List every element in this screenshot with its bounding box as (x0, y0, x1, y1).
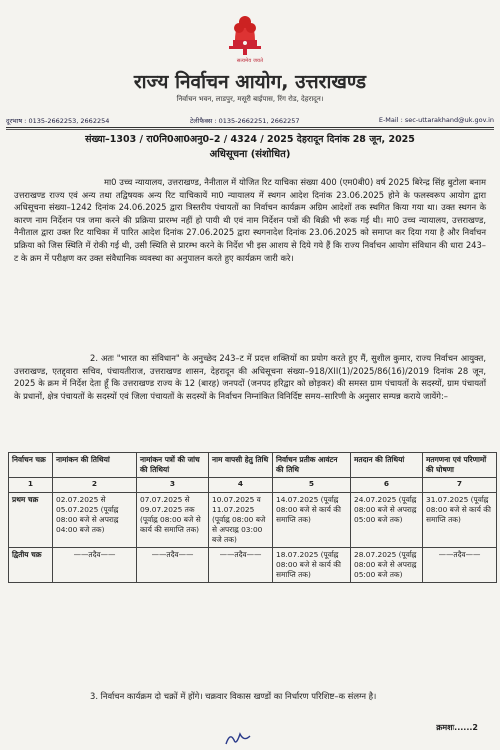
table-header-cell: निर्वाचन प्रतीक आवंटन की तिथि (273, 453, 351, 478)
header-divider-thin (6, 129, 494, 130)
table-header-cell: नामांकन की तिथियां (53, 453, 137, 478)
table-header-cell: मतगणना एवं परिणामों की घोषणा (423, 453, 497, 478)
emblem-caption: सत्यमेव जयते (236, 58, 264, 64)
table-cell: 07.07.2025 से 09.07.2025 तक (पूर्वाह्न 08:00 बजे से कार्य की समाप्ति तक) (137, 493, 209, 548)
email-address[interactable]: E-Mail : sec-uttarakhand@uk.gov.in (378, 116, 494, 124)
contact-line (6, 116, 494, 126)
column-number: 6 (351, 478, 423, 493)
signature-mark (220, 728, 260, 748)
header-divider (6, 127, 494, 128)
phone-numbers: दूरभाष : 0135-2662253, 2662254 (6, 117, 110, 125)
continued-marker: क्रमशः......2 (436, 723, 478, 732)
column-number: 4 (209, 478, 273, 493)
column-number: 5 (273, 478, 351, 493)
organization-name: राज्य निर्वाचन आयोग, उत्तराखण्ड (133, 71, 367, 93)
table-row (9, 493, 497, 548)
table-header-cell: नाम वापसी हेतु तिथि (209, 453, 273, 478)
ashoka-emblem-icon (219, 6, 271, 62)
paragraph-1: मा0 उच्च न्यायालय, उत्तराखण्ड, नैनीताल में योजित रिट याचिका संख्या 400 (एम0बी0) वर्ष 2025 बिरेन्द्र सिंह बुटोला बनाम उत्तराखण्ड राज्य एवं अन्य तथा तद्विषयक अन्य रिट याचिकायें मा0 न्यायालय में स्थगन आदेश दिनांक 23.06.2025 होने के फलस्वरूप आयोग द्वारा अधिसूचना संख्या–1242 दिनांक 24.06.2025 द्वारा त्रिस्तरीय पंचायतों का निर्वाचन कार्यक्रम अग्रिम आदेशों तक स्थगित किया गया था। उक्त स्थगन के कारण नाम निर्देशन पत्र जमा करने की प्रक्रिया प्रारम्भ नहीं हो पायी थी एवं नाम निर्देशन पत्रों की बिक्री भी रूक गई थी। मा0 उच्च न्यायालय, उत्तराखण्ड, नैनीताल द्वारा उक्त रिट याचिका में पारित आदेश दिनांक 27.06.2025 द्वारा स्थगनादेश दिनांक 23.06.2025 को समाप्त कर दिया गया है और निर्वाचन प्रक्रिया को जिस स्थिति में रोकी गई थी, उसी स्थिति से प्रारम्भ करने के निर्देश भी इस आशय से दिये गये हैं कि राज्य निर्वाचन आयोग संविधान की धारा 243–ट के क्रम में परीक्षण कर उक्त संवैधानिक व्यवस्था का अनुपालन करते हुए कार्यक्रम जारी करे। (14, 177, 486, 263)
election-schedule-table (8, 452, 497, 583)
table-cell: द्वितीय चक्र (9, 548, 53, 583)
table-cell: 31.07.2025 (पूर्वाह्न 08:00 बजे से कार्य की समाप्ति तक) (423, 493, 497, 548)
table-header-cell: निर्वाचन चक्र (9, 453, 53, 478)
notice-title: अधिसूचना (संशोधित) (209, 149, 291, 160)
reference-number: संख्या–1303 / रा0नि0आ0अनु0–2 / 4324 / 2025 देहरादून दिनांक 28 जून, 2025 (85, 134, 415, 145)
table-cell: 10.07.2025 व 11.07.2025 (पूर्वाह्न 08:00 बजे से अपराह्न 03:00 बजे तक) (209, 493, 273, 548)
paragraph-3: 3. निर्वाचन कार्यक्रम दो चक्रों में होंगे। चक्रवार विकास खण्डों का निर्धारण परिशिष्ट–क संलग्न है। (90, 691, 377, 701)
column-number: 1 (9, 478, 53, 493)
table-cell: ——तदैव—— (137, 548, 209, 583)
column-number: 2 (53, 478, 137, 493)
table-cell: 28.07.2025 (पूर्वाह्न 08:00 बजे से अपराह्न 05:00 बजे तक) (351, 548, 423, 583)
table-header-row (9, 453, 497, 478)
table-cell: 02.07.2025 से 05.07.2025 (पूर्वाह्न 08:00 बजे से अपराह्न 04:00 बजे तक) (53, 493, 137, 548)
table-cell: 18.07.2025 (पूर्वाह्न 08:00 बजे से कार्य की समाप्ति तक) (273, 548, 351, 583)
table-cell: ——तदैव—— (209, 548, 273, 583)
telefax-numbers: टेलीफैक्स : 0135-2662251, 2662257 (190, 117, 300, 125)
table-header-cell: नामांकन पत्रों की जांच की तिथियां (137, 453, 209, 478)
table-header-cell: मतदान की तिथियां (351, 453, 423, 478)
table-cell: ——तदैव—— (423, 548, 497, 583)
organization-address: निर्वाचन भवन, लाडपुर, मसूरी बाईपास, रिंग रोड, देहरादून। (176, 95, 324, 103)
column-number: 7 (423, 478, 497, 493)
table-cell: ——तदैव—— (53, 548, 137, 583)
table-number-row (9, 478, 497, 493)
table-row (9, 548, 497, 583)
table-cell: 24.07.2025 (पूर्वाह्न 08:00 बजे से अपराह्न 05:00 बजे तक) (351, 493, 423, 548)
table-cell: 14.07.2025 (पूर्वाह्न 08:00 बजे से कार्य की समाप्ति तक) (273, 493, 351, 548)
table-cell: प्रथम चक्र (9, 493, 53, 548)
paragraph-2: 2. अतः "भारत का संविधान" के अनुच्छेद 243–ट में प्रदत्त शक्तियों का प्रयोग करते हुए मैं, सुशील कुमार, राज्य निर्वाचन आयुक्त, उत्तराखण्ड, एतद्द्वारा सचिव, पंचायतीराज, उत्तराखण्ड शासन, देहरादून की अधिसूचना संख्या–918/XII(1)/2025/86(16)/2019 दिनांक 28 जून, 2025 के क्रम में निर्देश देता हूँ कि उत्तराखण्ड राज्य के 12 (बारह) जनपदों (जनपद हरिद्वार को छोड़कर) की समस्त ग्राम पंचायतों के सदस्यों, ग्राम पंचायतों के प्रधानों, क्षेत्र पंचायतों के सदस्यों एवं जिला पंचायतों के सदस्यों के निर्वाचन निम्नांकित विनिर्दिष्ट समय–सारिणी के अनुसार सम्पन्न कराये जायेंगे:– (14, 353, 486, 401)
column-number: 3 (137, 478, 209, 493)
